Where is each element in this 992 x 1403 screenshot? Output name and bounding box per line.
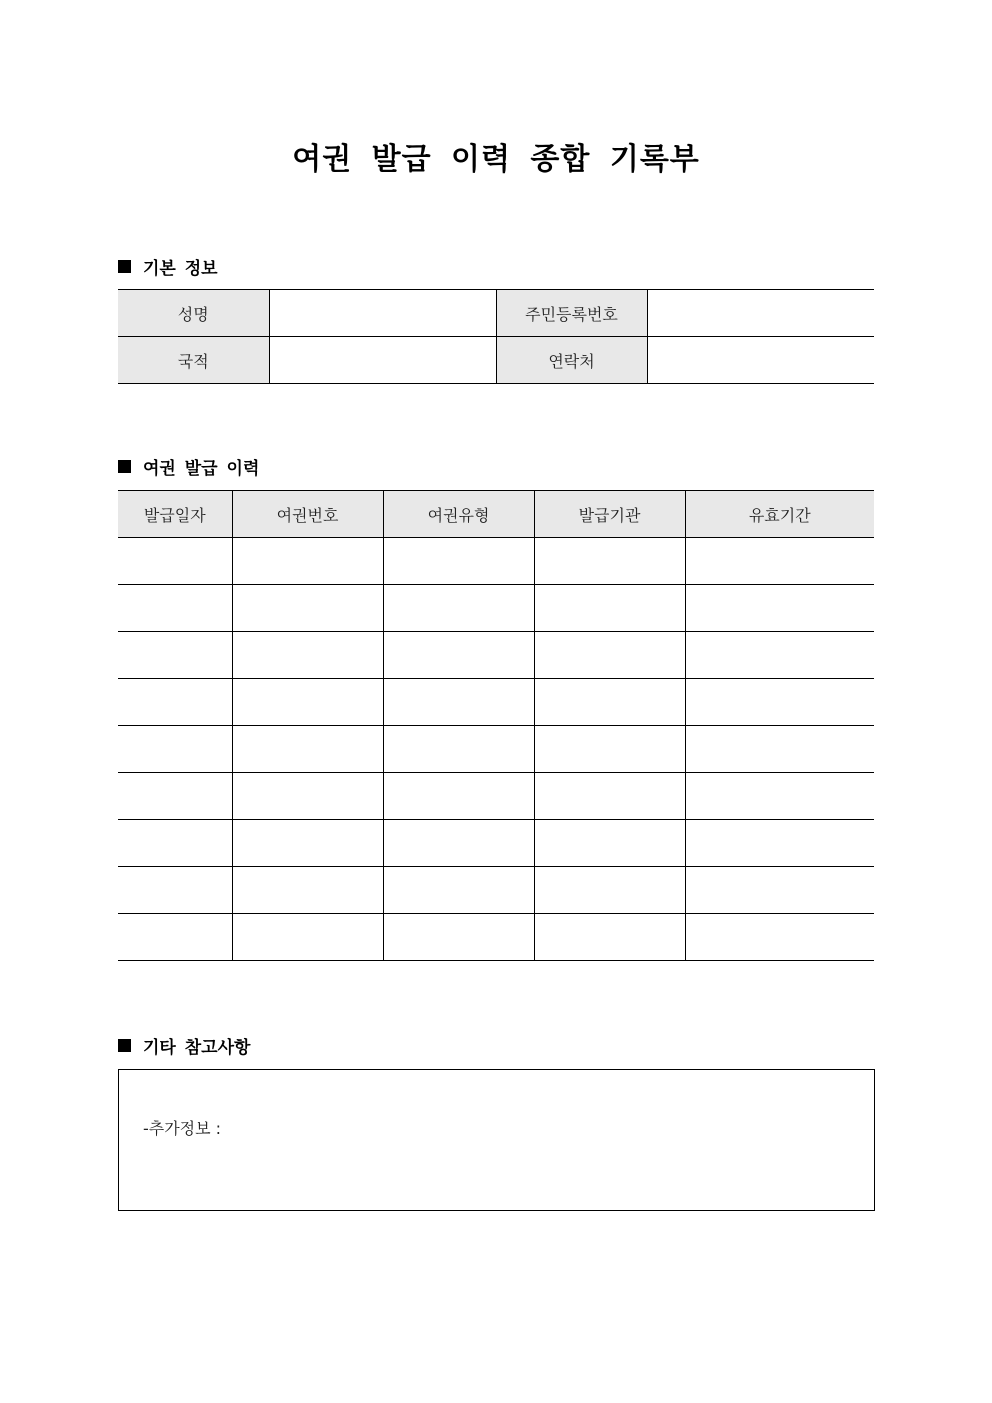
table-cell[interactable] bbox=[232, 538, 383, 585]
table-cell[interactable] bbox=[685, 538, 874, 585]
notes-box[interactable] bbox=[118, 1069, 875, 1211]
passport-history-table bbox=[118, 490, 874, 961]
table-cell[interactable] bbox=[232, 820, 383, 867]
table-cell[interactable] bbox=[118, 914, 232, 961]
table-cell[interactable] bbox=[534, 632, 685, 679]
label-resident-number: 주민등록번호 bbox=[496, 290, 647, 337]
table-cell[interactable] bbox=[383, 867, 534, 914]
table-cell[interactable] bbox=[534, 773, 685, 820]
column-header-issue-date: 발급일자 bbox=[118, 491, 232, 538]
table-cell[interactable] bbox=[534, 538, 685, 585]
column-header-validity: 유효기간 bbox=[685, 491, 874, 538]
table-row bbox=[118, 867, 874, 914]
table-cell[interactable] bbox=[685, 773, 874, 820]
table-row bbox=[118, 679, 874, 726]
table-cell[interactable] bbox=[383, 585, 534, 632]
column-header-passport-type: 여권유형 bbox=[383, 491, 534, 538]
table-cell[interactable] bbox=[685, 914, 874, 961]
section-heading-label: 기본 정보 bbox=[143, 259, 218, 279]
table-cell[interactable] bbox=[685, 820, 874, 867]
table-row bbox=[118, 337, 874, 384]
column-header-passport-number: 여권번호 bbox=[232, 491, 383, 538]
table-cell[interactable] bbox=[534, 867, 685, 914]
column-header-issuing-authority: 발급기관 bbox=[534, 491, 685, 538]
table-cell[interactable] bbox=[685, 632, 874, 679]
table-cell[interactable] bbox=[232, 914, 383, 961]
table-row bbox=[118, 290, 874, 337]
table-cell[interactable] bbox=[118, 585, 232, 632]
table-header-row bbox=[118, 491, 874, 538]
table-cell[interactable] bbox=[118, 726, 232, 773]
table-cell[interactable] bbox=[232, 867, 383, 914]
label-name: 성명 bbox=[118, 290, 269, 337]
table-cell[interactable] bbox=[383, 820, 534, 867]
additional-info-label: -추가정보 : bbox=[143, 1119, 222, 1138]
table-cell[interactable] bbox=[232, 585, 383, 632]
table-cell[interactable] bbox=[232, 773, 383, 820]
table-row bbox=[118, 726, 874, 773]
section-heading-history bbox=[118, 454, 259, 479]
table-cell[interactable] bbox=[383, 632, 534, 679]
table-row bbox=[118, 773, 874, 820]
table-row bbox=[118, 538, 874, 585]
basic-info-table bbox=[118, 289, 874, 384]
table-cell[interactable] bbox=[383, 773, 534, 820]
field-name[interactable] bbox=[269, 290, 496, 337]
section-heading-label: 여권 발급 이력 bbox=[143, 459, 260, 479]
table-cell[interactable] bbox=[383, 679, 534, 726]
table-cell[interactable] bbox=[534, 679, 685, 726]
table-cell[interactable] bbox=[383, 914, 534, 961]
table-cell[interactable] bbox=[685, 726, 874, 773]
table-cell[interactable] bbox=[232, 632, 383, 679]
table-cell[interactable] bbox=[534, 585, 685, 632]
table-cell[interactable] bbox=[534, 820, 685, 867]
table-cell[interactable] bbox=[685, 867, 874, 914]
table-cell[interactable] bbox=[118, 632, 232, 679]
table-cell[interactable] bbox=[685, 679, 874, 726]
table-cell[interactable] bbox=[118, 867, 232, 914]
table-cell[interactable] bbox=[534, 914, 685, 961]
table-cell[interactable] bbox=[383, 726, 534, 773]
table-cell[interactable] bbox=[383, 538, 534, 585]
label-nationality: 국적 bbox=[118, 337, 269, 384]
table-cell[interactable] bbox=[118, 820, 232, 867]
black-square-icon bbox=[118, 260, 131, 273]
field-contact[interactable] bbox=[647, 337, 874, 384]
table-cell[interactable] bbox=[118, 538, 232, 585]
table-cell[interactable] bbox=[118, 773, 232, 820]
table-row bbox=[118, 585, 874, 632]
table-cell[interactable] bbox=[232, 679, 383, 726]
label-contact: 연락처 bbox=[496, 337, 647, 384]
page-title: 여권 발급 이력 종합 기록부 bbox=[292, 142, 700, 177]
black-square-icon bbox=[118, 460, 131, 473]
table-cell[interactable] bbox=[232, 726, 383, 773]
table-row bbox=[118, 914, 874, 961]
table-cell[interactable] bbox=[118, 679, 232, 726]
table-cell[interactable] bbox=[685, 585, 874, 632]
table-row bbox=[118, 820, 874, 867]
section-heading-label: 기타 참고사항 bbox=[143, 1038, 251, 1058]
table-cell[interactable] bbox=[534, 726, 685, 773]
table-row bbox=[118, 632, 874, 679]
field-nationality[interactable] bbox=[269, 337, 496, 384]
field-resident-number[interactable] bbox=[647, 290, 874, 337]
section-heading-notes bbox=[118, 1033, 250, 1058]
black-square-icon bbox=[118, 1039, 131, 1052]
section-heading-basic-info bbox=[118, 254, 218, 279]
